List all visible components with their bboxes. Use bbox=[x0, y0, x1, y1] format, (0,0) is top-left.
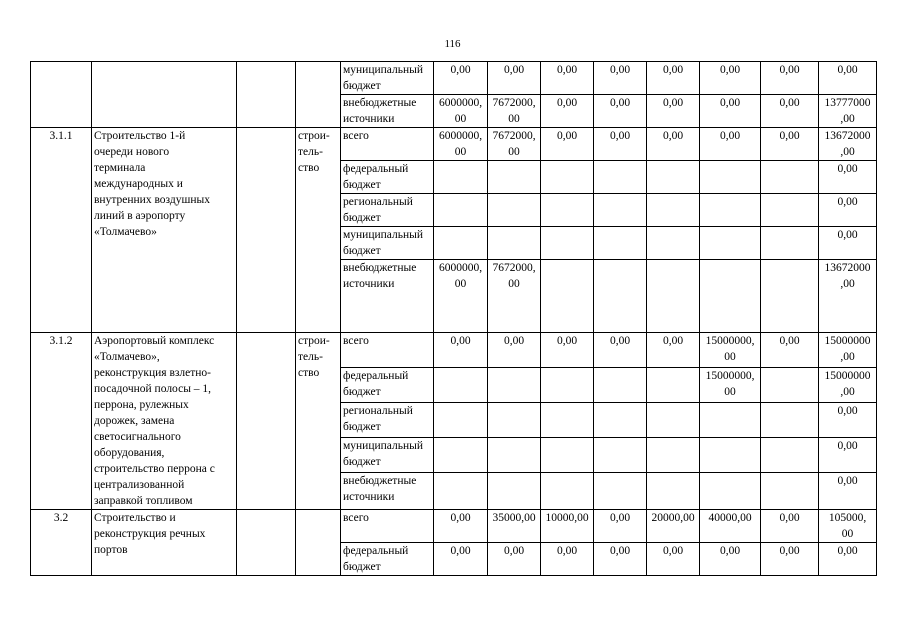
value-cell bbox=[594, 194, 647, 227]
source-cell: региональный бюджет bbox=[341, 194, 434, 227]
row-type-cell bbox=[296, 510, 341, 576]
value-cell: 0,00 bbox=[761, 95, 819, 128]
value-cell bbox=[647, 402, 700, 437]
value-cell bbox=[647, 161, 700, 194]
value-cell: 0,00 bbox=[488, 62, 541, 95]
value-cell bbox=[594, 260, 647, 333]
row-code-cell bbox=[31, 62, 92, 128]
value-cell bbox=[700, 260, 761, 333]
value-cell bbox=[541, 194, 594, 227]
value-cell bbox=[488, 194, 541, 227]
value-cell bbox=[647, 472, 700, 509]
value-cell bbox=[700, 194, 761, 227]
value-cell: 105000, 00 bbox=[819, 510, 877, 543]
value-cell bbox=[434, 402, 488, 437]
source-cell: внебюджетные источники bbox=[341, 260, 434, 333]
value-cell: 0,00 bbox=[541, 95, 594, 128]
value-cell: 10000,00 bbox=[541, 510, 594, 543]
value-cell: 0,00 bbox=[647, 333, 700, 368]
budget-table bbox=[30, 61, 877, 576]
page-number: 116 bbox=[444, 38, 461, 50]
value-cell bbox=[541, 227, 594, 260]
value-cell: 0,00 bbox=[700, 128, 761, 161]
value-cell: 0,00 bbox=[541, 543, 594, 576]
value-cell bbox=[434, 227, 488, 260]
value-cell: 0,00 bbox=[541, 333, 594, 368]
value-cell bbox=[594, 161, 647, 194]
value-cell: 0,00 bbox=[647, 95, 700, 128]
row-name-cell bbox=[92, 62, 237, 128]
value-cell bbox=[761, 161, 819, 194]
source-cell: всего bbox=[341, 333, 434, 368]
row-type-cell bbox=[296, 62, 341, 128]
row-extra-cell bbox=[237, 62, 296, 128]
value-cell: 0,00 bbox=[647, 128, 700, 161]
value-cell: 0,00 bbox=[700, 62, 761, 95]
value-cell: 15000000, 00 bbox=[700, 333, 761, 368]
value-cell bbox=[434, 472, 488, 509]
value-cell: 6000000, 00 bbox=[434, 128, 488, 161]
value-cell: 0,00 bbox=[594, 62, 647, 95]
value-cell: 0,00 bbox=[700, 543, 761, 576]
source-cell: внебюджетные источники bbox=[341, 95, 434, 128]
value-cell: 7672000, 00 bbox=[488, 128, 541, 161]
table-row bbox=[31, 62, 877, 95]
value-cell bbox=[700, 472, 761, 509]
value-cell bbox=[541, 260, 594, 333]
value-cell bbox=[488, 472, 541, 509]
value-cell: 0,00 bbox=[700, 95, 761, 128]
value-cell: 7672000, 00 bbox=[488, 95, 541, 128]
value-cell bbox=[594, 227, 647, 260]
value-cell bbox=[594, 472, 647, 509]
value-cell: 0,00 bbox=[594, 128, 647, 161]
source-cell: федеральный бюджет bbox=[341, 367, 434, 402]
value-cell: 20000,00 bbox=[647, 510, 700, 543]
table-row bbox=[31, 510, 877, 543]
value-cell bbox=[647, 194, 700, 227]
value-cell: 0,00 bbox=[819, 437, 877, 472]
value-cell bbox=[541, 437, 594, 472]
value-cell bbox=[761, 260, 819, 333]
value-cell: 0,00 bbox=[434, 62, 488, 95]
value-cell bbox=[700, 161, 761, 194]
source-cell: муниципальный бюджет bbox=[341, 437, 434, 472]
value-cell: 0,00 bbox=[594, 333, 647, 368]
value-cell bbox=[700, 402, 761, 437]
value-cell bbox=[700, 227, 761, 260]
value-cell: 6000000, 00 bbox=[434, 95, 488, 128]
value-cell: 15000000 ,00 bbox=[819, 333, 877, 368]
value-cell bbox=[761, 472, 819, 509]
row-extra-cell bbox=[237, 128, 296, 333]
source-cell: региональный бюджет bbox=[341, 402, 434, 437]
value-cell bbox=[700, 437, 761, 472]
value-cell bbox=[488, 402, 541, 437]
value-cell bbox=[647, 227, 700, 260]
value-cell bbox=[594, 367, 647, 402]
row-extra-cell bbox=[237, 333, 296, 510]
value-cell bbox=[488, 367, 541, 402]
value-cell bbox=[434, 161, 488, 194]
value-cell bbox=[647, 437, 700, 472]
row-name-cell: Строительство 1-й очереди нового терминала международных и внутренних воздушных линий в аэропорту «Толмачево» bbox=[92, 128, 237, 333]
row-extra-cell bbox=[237, 510, 296, 576]
value-cell: 0,00 bbox=[488, 333, 541, 368]
table-row bbox=[31, 128, 877, 161]
source-cell: всего bbox=[341, 510, 434, 543]
source-cell: всего bbox=[341, 128, 434, 161]
value-cell bbox=[594, 402, 647, 437]
table-row bbox=[31, 333, 877, 368]
value-cell: 0,00 bbox=[819, 402, 877, 437]
row-type-cell: строи- тель- ство bbox=[296, 333, 341, 510]
source-cell: федеральный бюджет bbox=[341, 161, 434, 194]
value-cell: 0,00 bbox=[488, 543, 541, 576]
value-cell: 0,00 bbox=[761, 333, 819, 368]
value-cell: 0,00 bbox=[594, 543, 647, 576]
value-cell bbox=[488, 437, 541, 472]
value-cell bbox=[761, 227, 819, 260]
value-cell bbox=[647, 260, 700, 333]
value-cell bbox=[488, 161, 541, 194]
value-cell: 13777000 ,00 bbox=[819, 95, 877, 128]
value-cell: 35000,00 bbox=[488, 510, 541, 543]
value-cell bbox=[647, 367, 700, 402]
value-cell bbox=[761, 194, 819, 227]
value-cell: 0,00 bbox=[761, 128, 819, 161]
row-code-cell: 3.1.1 bbox=[31, 128, 92, 333]
value-cell: 13672000 ,00 bbox=[819, 260, 877, 333]
value-cell bbox=[761, 367, 819, 402]
value-cell: 0,00 bbox=[541, 128, 594, 161]
value-cell: 0,00 bbox=[434, 510, 488, 543]
value-cell: 0,00 bbox=[819, 472, 877, 509]
value-cell bbox=[434, 194, 488, 227]
row-code-cell: 3.1.2 bbox=[31, 333, 92, 510]
value-cell: 15000000, 00 bbox=[700, 367, 761, 402]
value-cell: 13672000 ,00 bbox=[819, 128, 877, 161]
row-code-cell: 3.2 bbox=[31, 510, 92, 576]
value-cell: 0,00 bbox=[541, 62, 594, 95]
value-cell: 0,00 bbox=[434, 543, 488, 576]
row-name-cell: Аэропортовый комплекс «Толмачево», реконструкция взлетно- посадочной полосы – 1, перрона, рулежных дорожек, замена светосигнального оборудования, строительство перрона с централизованной заправкой топливом bbox=[92, 333, 237, 510]
value-cell bbox=[541, 161, 594, 194]
value-cell: 0,00 bbox=[761, 62, 819, 95]
value-cell: 0,00 bbox=[819, 161, 877, 194]
value-cell: 0,00 bbox=[594, 95, 647, 128]
value-cell: 0,00 bbox=[819, 227, 877, 260]
value-cell: 0,00 bbox=[819, 543, 877, 576]
value-cell bbox=[541, 472, 594, 509]
value-cell: 0,00 bbox=[761, 510, 819, 543]
source-cell: федеральный бюджет bbox=[341, 543, 434, 576]
value-cell bbox=[434, 367, 488, 402]
value-cell bbox=[488, 227, 541, 260]
source-cell: муниципальный бюджет bbox=[341, 227, 434, 260]
value-cell: 0,00 bbox=[819, 194, 877, 227]
row-type-cell: строи- тель- ство bbox=[296, 128, 341, 333]
value-cell: 0,00 bbox=[434, 333, 488, 368]
value-cell bbox=[761, 437, 819, 472]
value-cell: 0,00 bbox=[594, 510, 647, 543]
value-cell: 0,00 bbox=[761, 543, 819, 576]
value-cell: 0,00 bbox=[819, 62, 877, 95]
value-cell: 6000000, 00 bbox=[434, 260, 488, 333]
value-cell bbox=[541, 402, 594, 437]
value-cell bbox=[761, 402, 819, 437]
row-name-cell: Строительство и реконструкция речных портов bbox=[92, 510, 237, 576]
value-cell: 15000000 ,00 bbox=[819, 367, 877, 402]
value-cell: 0,00 bbox=[647, 543, 700, 576]
value-cell: 7672000, 00 bbox=[488, 260, 541, 333]
value-cell bbox=[594, 437, 647, 472]
source-cell: внебюджетные источники bbox=[341, 472, 434, 509]
value-cell bbox=[434, 437, 488, 472]
value-cell bbox=[541, 367, 594, 402]
value-cell: 40000,00 bbox=[700, 510, 761, 543]
source-cell: муниципальный бюджет bbox=[341, 62, 434, 95]
value-cell: 0,00 bbox=[647, 62, 700, 95]
